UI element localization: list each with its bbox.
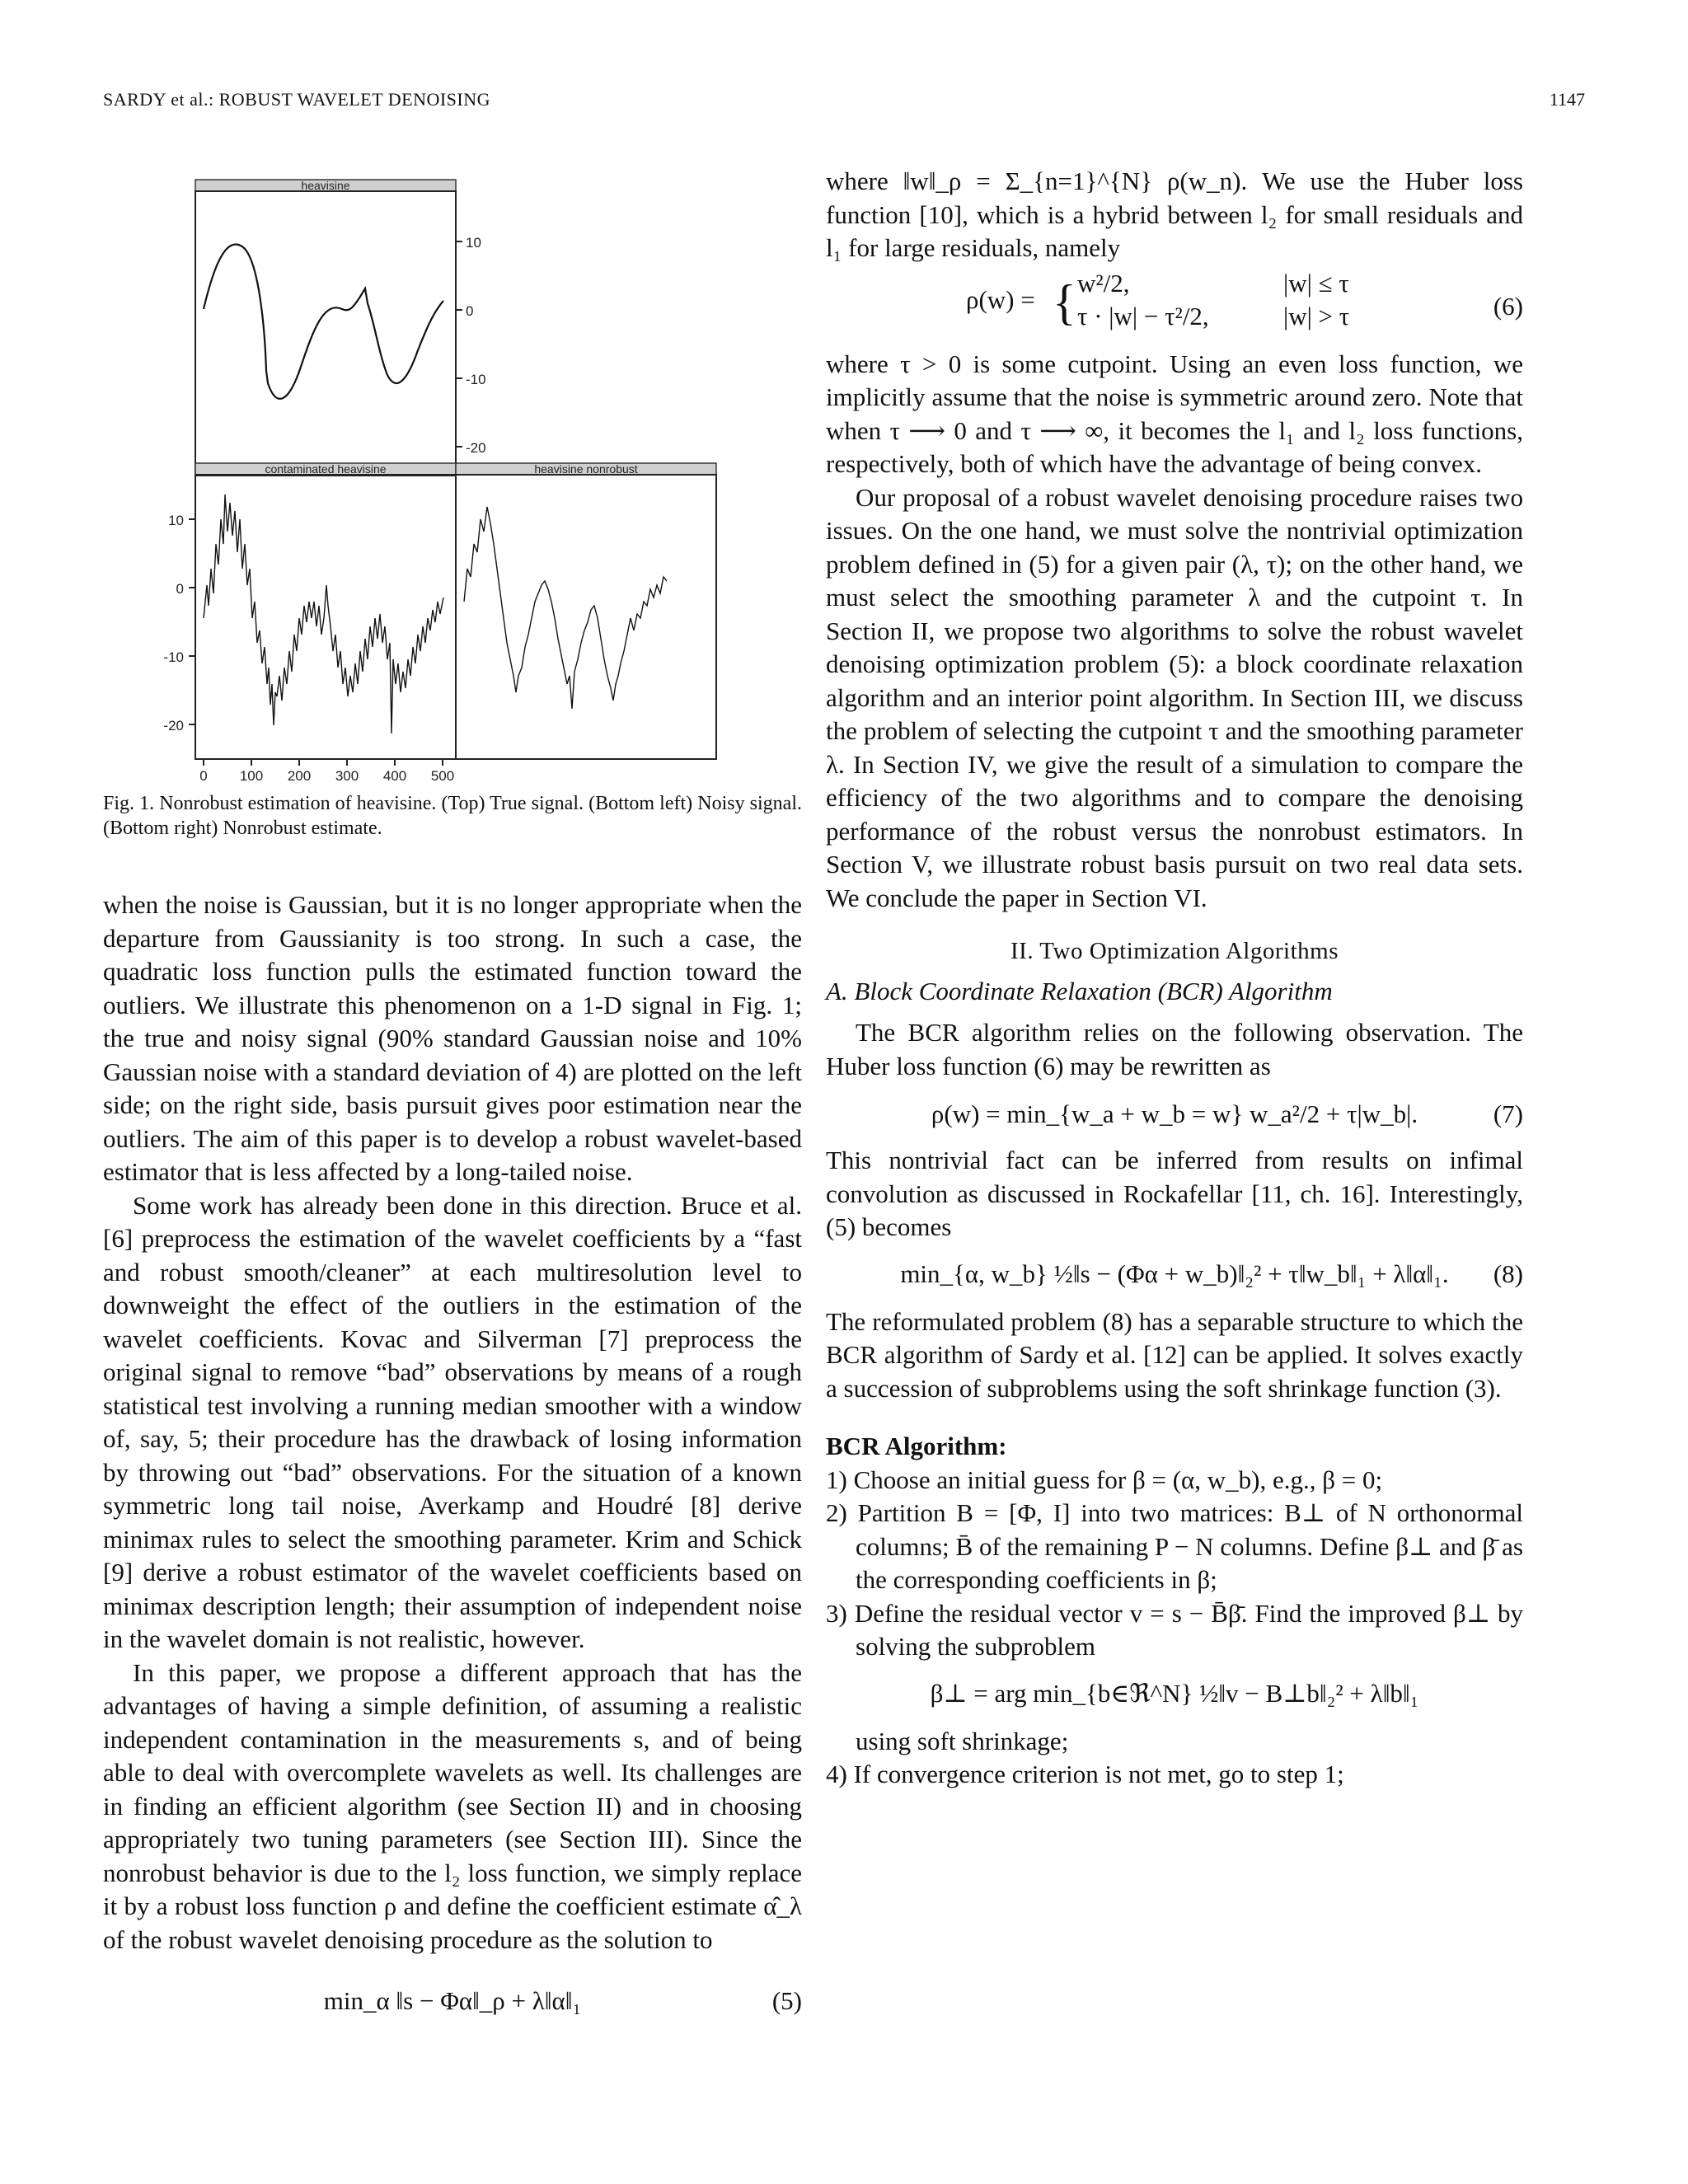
algorithm-step-1: 1) Choose an initial guess for β = (α, w_b), e.g., β = 0; [826, 1465, 1383, 1494]
left-tick-0: 0 [176, 581, 184, 597]
panel-bottom-right-title: heavisine nonrobust [534, 462, 638, 476]
true-signal-line [204, 245, 443, 399]
panel-bottom-left-title: contaminated heavisine [265, 462, 387, 476]
left-axis [189, 519, 195, 724]
equation-body: min_α ‖s − Φα‖_ρ + λ‖α‖₁ [323, 1986, 582, 2015]
left-tick-10: 10 [168, 513, 184, 528]
eq6-cond2: |w| > τ [1283, 301, 1350, 330]
right-axis [456, 241, 462, 447]
right-tick-neg10: -10 [466, 372, 486, 387]
figure-caption: Fig. 1. Nonrobust estimation of heavisine. (Top) True signal. (Bottom left) Noisy signal. (Bottom right) Nonrobust estimate. [103, 793, 802, 839]
figure-1-plot [103, 157, 802, 783]
paragraph: The reformulated problem (8) has a separable structure to which the BCR algorithm of Sardy et al. [12] can be applied. It solves exactly a succession of subproblems using the soft shrinkage function (3). [826, 1306, 1523, 1403]
paragraph: where τ > 0 is some cutpoint. Using an even loss function, we implicitly assume that the noise is symmetric around zero. Note that when τ ⟶ 0 and τ ⟶ ∞, it becomes the l₁ and l₂ loss functions, respectively, both of which have the advantage of being convex. [826, 349, 1523, 478]
left-column [103, 157, 802, 2015]
left-tick-neg20: -20 [163, 718, 184, 733]
subsection-title: A. Block Coordinate Relaxation (BCR) Algorithm [826, 976, 1333, 1005]
algorithm-step-3-tail: using soft shrinkage; [856, 1726, 1069, 1755]
right-tick-neg20: -20 [466, 440, 486, 456]
left-brace: { [1053, 274, 1076, 330]
section-title: II. Two Optimization Algorithms [1010, 938, 1339, 964]
x-tick-200: 200 [287, 768, 312, 783]
equation-7 [826, 1083, 1523, 1144]
right-tick-0: 0 [466, 303, 474, 319]
figure-1 [103, 157, 802, 839]
equation-number: (5) [771, 1986, 802, 2015]
algorithm-title: BCR Algorithm: [826, 1432, 1007, 1460]
eq6-case1: w²/2, [1077, 268, 1130, 298]
x-tick-0: 0 [199, 768, 208, 783]
panel-top-frame [195, 191, 456, 476]
algorithm-step-2: 2) Partition B = [Φ, I] into two matrices: B⊥ of N orthonormal columns; B̄ of the remaining P − N columns. Define β⊥ and β̄ as the corresponding coefficients in β; [826, 1498, 1523, 1594]
right-column [826, 165, 1523, 1792]
x-tick-100: 100 [239, 768, 264, 783]
eq6-case2: τ · |w| − τ²/2, [1077, 301, 1209, 330]
paragraph: Our proposal of a robust wavelet denoising procedure raises two issues. On the one hand, we must solve the nontrivial optimization problem defined in (5) for a given pair (λ, τ); on the other hand, we must select the smoothing parameter λ and the cutpoint τ. In Section II, we propose two algorithms to solve the robust wavelet denoising optimization problem (5): a block coordinate relaxation algorithm and an interior point algorithm. In Section III, we discuss the problem of selecting the cutpoint τ and the smoothing parameter λ. In Section IV, we give the result of a simulation to compare the efficiency of the two algorithms and to compare the denoising performance of the robust versus the nonrobust estimators. In Section V, we illustrate robust basis pursuit on two real data sets. We conclude the paper in Section VI. [826, 482, 1523, 912]
equation-body: min_{α, w_b} ½‖s − (Φα + w_b)‖₂² + τ‖w_b‖₁ + λ‖α‖₁. [900, 1258, 1449, 1288]
eq6-lhs: ρ(w) = [966, 284, 1035, 314]
nonrobust-estimate-line [464, 507, 667, 709]
eq6-conditions [1283, 267, 1349, 333]
paragraph: In this paper, we propose a different approach that has the advantages of having a simple definition, of assuming a realistic independent contamination in the measurements s, and of being able to deal with overcomplete wavelets as well. Its challenges are in finding an efficient algorithm (see Section II) and in choosing appropriately two tuning parameters (see Section III). Since the nonrobust behavior is due to the l₂ loss function, we simply replace it by a robust loss function ρ and define the coefficient estimate α̂_λ of the robust wavelet denoising procedure as the solution to [103, 1657, 802, 1954]
right-tick-10: 10 [466, 235, 481, 251]
paragraph: This nontrivial fact can be inferred from results on infimal convolution as discussed in Rockafellar [11, ch. 16]. Interestingly, (5) becomes [826, 1146, 1523, 1241]
running-title: SARDY et al.: ROBUST WAVELET DENOISING [103, 89, 491, 110]
algorithm-step-4: 4) If convergence criterion is not met, go to step 1; [826, 1760, 1344, 1788]
page-header [103, 89, 1585, 114]
eq6-cond1: |w| ≤ τ [1283, 268, 1349, 298]
paragraph: where ‖w‖_ρ = Σ_{n=1}^{N} ρ(w_n). We use the Huber loss function [10], which is a hybrid between l₂ for small residuals and l₁ for large residuals, namely [826, 166, 1523, 262]
paragraph: when the noise is Gaussian, but it is no longer appropriate when the departure from Gaussianity is too strong. In such a case, the quadratic loss function pulls the estimated function toward the outliers. We illustrate this phenomenon on a 1-D signal in Fig. 1; the true and noisy signal (90% standard Gaussian noise and 10% Gaussian noise with a standard deviation of 4) are plotted on the left side; on the right side, basis pursuit gives poor estimation near the outliers. The aim of this paper is to develop a robust wavelet-based estimator that is less affected by a long-tailed noise. [103, 890, 802, 1186]
paragraph: The BCR algorithm relies on the following observation. The Huber loss function (6) may be rewritten as [826, 1018, 1523, 1080]
equation-number: (7) [1493, 1099, 1523, 1128]
equation-number: (6) [1493, 291, 1523, 321]
equation-number: (8) [1493, 1258, 1523, 1288]
x-tick-300: 300 [335, 768, 359, 783]
x-tick-500: 500 [430, 768, 455, 783]
noisy-signal-line [204, 494, 443, 733]
algorithm-step-3: 3) Define the residual vector v = s − B̄β̄. Find the improved β⊥ by solving the subproblem [826, 1598, 1523, 1661]
left-body [103, 888, 802, 2027]
x-axis [204, 759, 443, 766]
paragraph: Some work has already been done in this direction. Bruce et al. [6] preprocess the estimation of the wavelet coefficients by a “fast and robust smooth/cleaner” at each multiresolution level to downweight the effect of the outliers in the estimation of the wavelet coefficients. Kovac and Silverman [7] preprocess the original signal to remove “bad” observations by means of a rough statistical test involving a running median smoother with a window of, say, 5; their procedure has the drawback of losing information by throwing out “bad” observations. For the situation of a known symmetric long tail noise, Averkamp and Houdré [8] derive minimax rules to select the smoothing parameter. Krim and Schick [9] derive a robust estimator of the wavelet coefficients based on minimax description length; their assumption of independent noise in the wavelet domain is not realistic, however. [103, 1190, 802, 1653]
left-tick-neg10: -10 [163, 649, 184, 665]
page-number: 1147 [1549, 89, 1585, 110]
equation-body: β⊥ = arg min_{b∈ℜ^N} ½‖v − B⊥b‖₂² + λ‖b‖₁ [930, 1678, 1419, 1708]
x-tick-400: 400 [382, 768, 407, 783]
equation-8 [826, 1244, 1523, 1305]
equation-body: ρ(w) = min_{w_a + w_b = w} w_a²/2 + τ|w_b|. [931, 1099, 1418, 1128]
equation-6 [826, 265, 1523, 348]
panel-bottom-right-frame [456, 475, 716, 759]
eq6-cases [1077, 267, 1209, 333]
algorithm-equation [826, 1664, 1523, 1725]
panel-top-title: heavisine [301, 179, 350, 192]
equation-5 [103, 1978, 802, 2027]
